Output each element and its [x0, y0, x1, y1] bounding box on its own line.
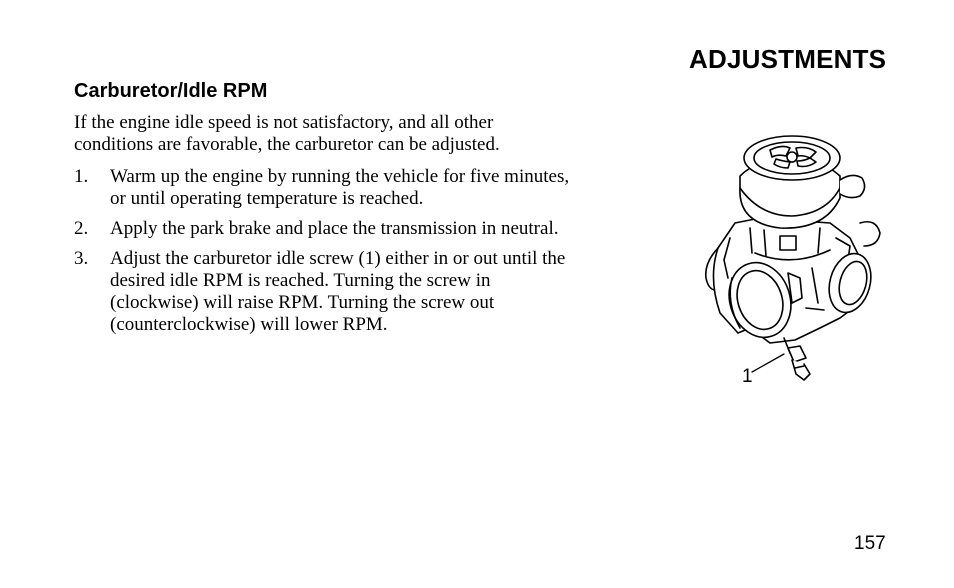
step-line: Adjust the carburetor idle screw (1) either in or out until the [110, 248, 566, 269]
step-item [74, 166, 674, 210]
step-line: desired idle RPM is reached. Turning the screw in [110, 270, 491, 291]
step-line: or until operating temperature is reached. [110, 188, 424, 209]
step-number: 1. [74, 166, 89, 187]
step-item [74, 218, 674, 240]
page-heading: ADJUSTMENTS [689, 44, 887, 74]
intro-line: If the engine idle speed is not satisfactory, and all other [74, 112, 494, 133]
step-line: Apply the park brake and place the transmission in neutral. [110, 218, 559, 239]
body-text [74, 112, 674, 344]
intro-paragraph [74, 112, 674, 156]
step-item [74, 248, 674, 336]
step-number: 2. [74, 218, 89, 239]
step-text [110, 218, 674, 240]
steps-list [74, 166, 674, 336]
step-line: (clockwise) will raise RPM. Turning the screw out [110, 292, 495, 313]
carburetor-illustration-icon [700, 128, 890, 398]
step-line: (counterclockwise) will lower RPM. [110, 314, 388, 335]
carburetor-figure [700, 128, 890, 398]
step-number: 3. [74, 248, 89, 269]
section-title: Carburetor/Idle RPM [74, 80, 268, 102]
page-number: 157 [854, 533, 886, 554]
step-line: Warm up the engine by running the vehicle for five minutes, [110, 166, 570, 187]
step-text [110, 248, 674, 336]
callout-label: 1 [742, 366, 753, 387]
intro-line: conditions are favorable, the carburetor can be adjusted. [74, 134, 500, 155]
step-text [110, 166, 674, 210]
